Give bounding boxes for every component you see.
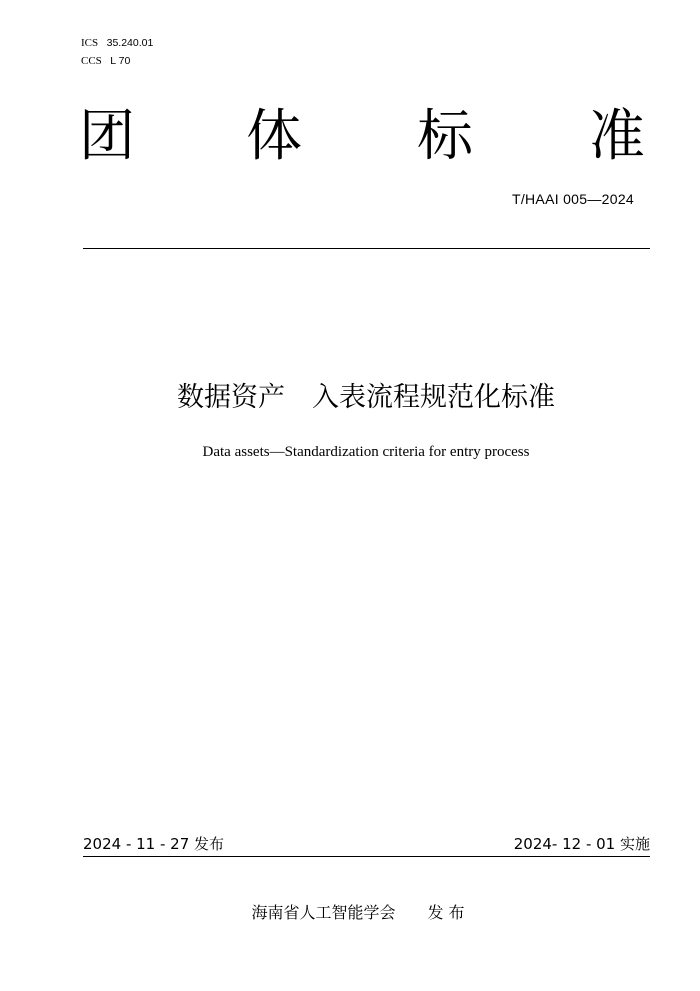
footer-divider xyxy=(83,856,650,857)
document-title-english: Data assets—Standardization criteria for entry process xyxy=(202,444,530,460)
ccs-code xyxy=(81,52,153,70)
issue-date: 2024 - 11 - 27 发布 xyxy=(83,835,225,853)
standard-type-heading xyxy=(79,105,649,169)
implementation-date: 2024- 12 - 01 实施 xyxy=(513,835,650,853)
document-title-chinese: 数据资产 入表流程规范化标准 xyxy=(177,382,555,413)
standard-type-char-4: 准 xyxy=(589,104,645,169)
ccs-value: L 70 xyxy=(110,55,131,67)
standard-type-char-1: 团 xyxy=(79,104,135,169)
standard-type-char-2: 体 xyxy=(246,104,302,169)
ics-code xyxy=(81,34,153,52)
ics-value: 35.240.01 xyxy=(106,37,154,49)
standard-number: T/HAAI 005—2024 xyxy=(511,191,634,207)
header-divider xyxy=(83,248,650,249)
ccs-label: CCS xyxy=(81,55,102,67)
standard-type-char-3: 标 xyxy=(417,104,473,169)
classification-codes xyxy=(81,34,153,70)
ics-label: ICS xyxy=(81,37,99,49)
publisher: 海南省人工智能学会 发 布 xyxy=(251,903,465,922)
